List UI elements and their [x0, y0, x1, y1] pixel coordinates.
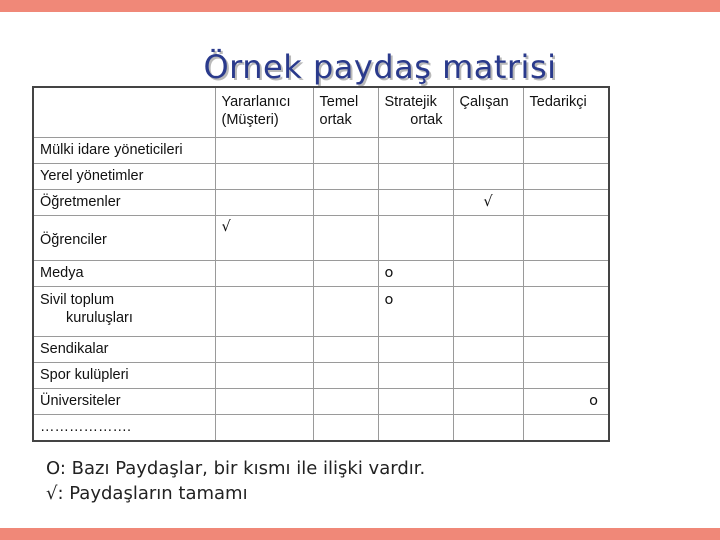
check-mark: √ [453, 190, 523, 216]
slide-title: Örnek paydaş matrisi [203, 48, 557, 86]
circle-mark: o [523, 389, 609, 415]
row-label: Sivil toplum kuruluşları [33, 287, 215, 337]
row-label: Sendikalar [33, 337, 215, 363]
bottom-accent-bar [0, 528, 720, 540]
table-row [33, 389, 609, 415]
table-row [33, 363, 609, 389]
stakeholder-matrix [32, 86, 610, 442]
table-row [33, 261, 609, 287]
row-label: Öğrenciler [33, 216, 215, 261]
table-row [33, 138, 609, 164]
row-label: Mülki idare yöneticileri [33, 138, 215, 164]
table-row [33, 190, 609, 216]
table-row [33, 415, 609, 442]
row-label: Medya [33, 261, 215, 287]
row-label: Yerel yönetimler [33, 164, 215, 190]
circle-mark: o [378, 287, 453, 337]
table-row [33, 287, 609, 337]
row-label: ………………. [33, 415, 215, 442]
row-label: Spor kulüpleri [33, 363, 215, 389]
corner-cell [33, 87, 215, 138]
header-cell: Çalışan [453, 87, 523, 138]
row-label: Üniversiteler [33, 389, 215, 415]
table-row [33, 216, 609, 261]
legend [46, 456, 425, 506]
legend-circle-note: O: Bazı Paydaşlar, bir kısmı ile ilişki vardır. [46, 458, 426, 479]
table-row [33, 164, 609, 190]
check-mark: √ [215, 216, 313, 261]
header-cell: Stratejik ortak [378, 87, 453, 138]
header-cell: Yararlanıcı (Müşteri) [215, 87, 313, 138]
table-row [33, 337, 609, 363]
header-cell: Temel ortak [313, 87, 378, 138]
header-row [33, 87, 609, 138]
circle-mark: o [378, 261, 453, 287]
header-cell: Tedarikçi [523, 87, 609, 138]
top-accent-bar [0, 0, 720, 12]
row-label: Öğretmenler [33, 190, 215, 216]
legend-check-note: √: Paydaşların tamamı [46, 483, 248, 504]
